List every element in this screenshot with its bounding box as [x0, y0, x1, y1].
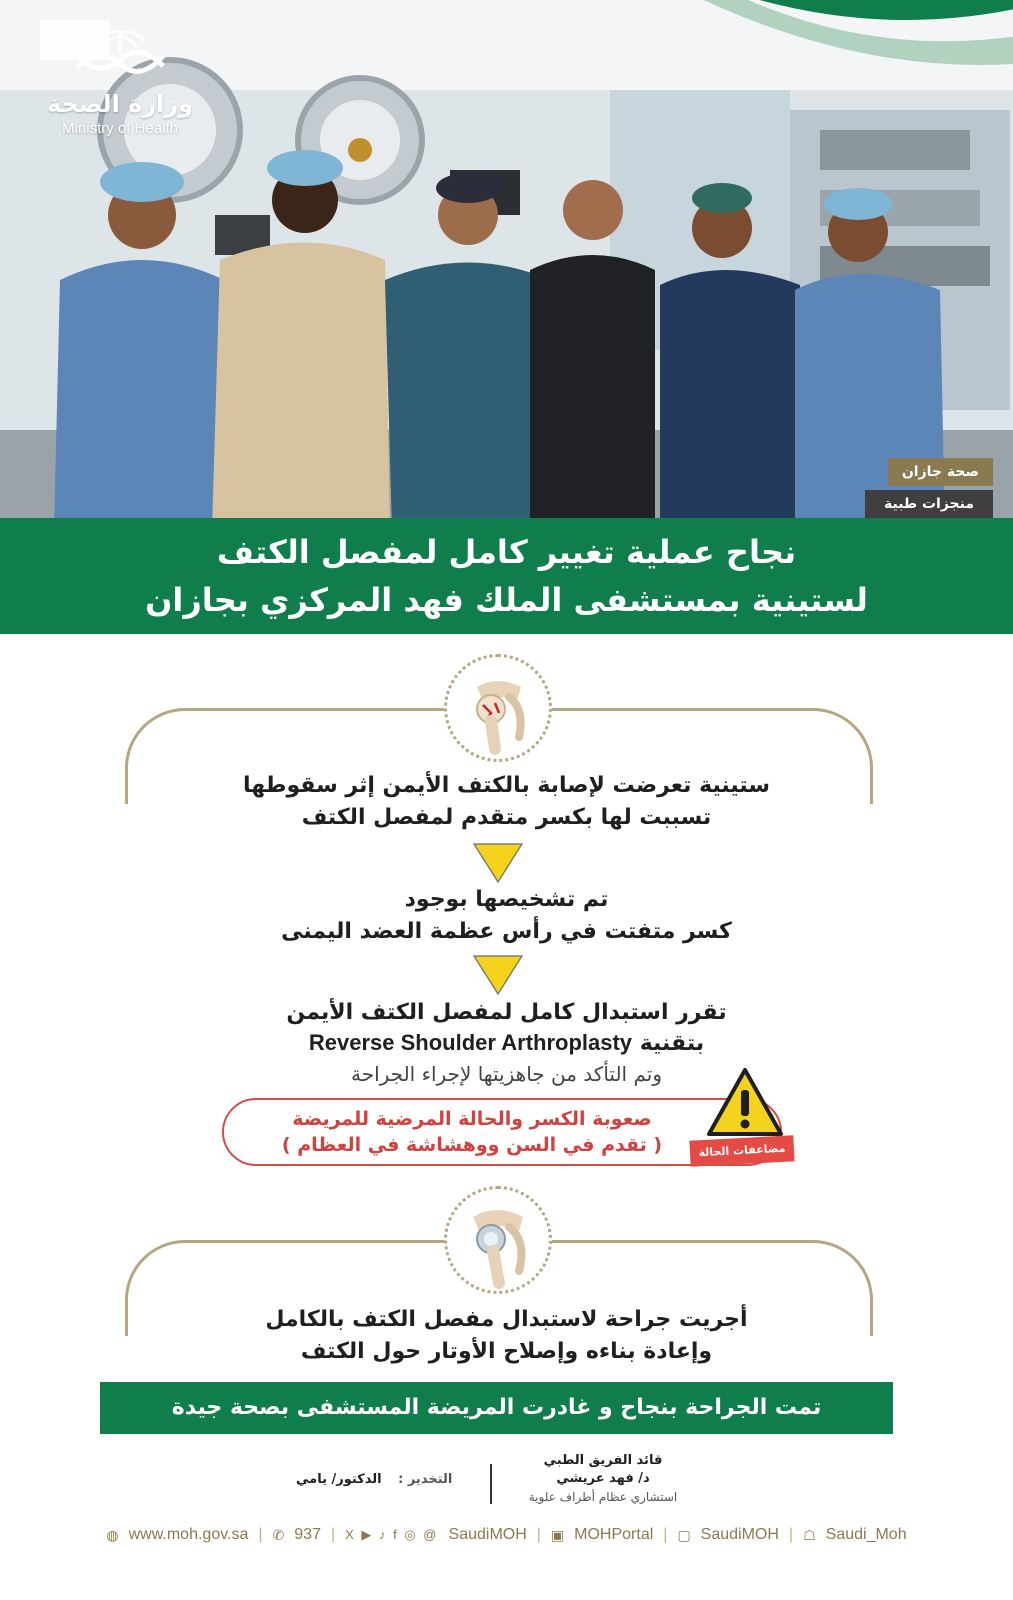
logo-english-text: Ministry of Health: [62, 120, 178, 137]
moh-logo: [40, 26, 200, 156]
down-triangle-arrow-icon: [472, 954, 524, 996]
snapchat-icon: ☖: [803, 1526, 816, 1543]
diagnosis-description: [0, 884, 1013, 948]
complication-line-2: ( تقدم في السن ووهشاشة في العظام ): [281, 1134, 663, 1156]
complication-label: مضاعفات الحالة: [689, 1135, 794, 1166]
shoulder-implant-icon: [447, 1189, 549, 1291]
facebook-icon: ▢: [677, 1526, 691, 1543]
warning-triangle-icon: [705, 1066, 785, 1138]
decision-line-3: وتم التأكد من جاهزيتها لإجراء الجراحة: [350, 1062, 662, 1086]
team-lead-role: استشاري عظام أطراف علوية: [528, 1490, 678, 1504]
footer-separator: |: [536, 1526, 541, 1543]
region-tag: صحة جازان: [888, 458, 993, 486]
diagnosis-line-1: تم تشخيصها بوجود: [404, 887, 609, 912]
headline-banner: [0, 518, 1013, 634]
surgery-line-2: وإعادة بناءه وإصلاح الأوتار حول الكتف: [300, 1339, 713, 1364]
footer-contacts: [0, 1522, 1013, 1548]
handle-mohportal[interactable]: MOHPortal: [574, 1526, 654, 1543]
team-lead-name: د/ فهد عريشي: [556, 1471, 650, 1486]
credits-divider: [490, 1464, 492, 1504]
injury-description: [0, 770, 1013, 834]
youtube-icon: ▣: [550, 1526, 565, 1543]
globe-icon: ◍: [106, 1526, 119, 1543]
footer-separator: |: [258, 1526, 263, 1543]
handle-saudi-moh[interactable]: Saudi_Moh: [825, 1526, 907, 1543]
phone-icon: ✆: [272, 1526, 285, 1543]
injury-line-2: تسببت لها بكسر متقدم لمفصل الكتف: [301, 805, 712, 830]
footer-separator: |: [788, 1526, 794, 1543]
category-tag: منجزات طبية: [865, 490, 993, 518]
anesthesia-label: التخدير :: [398, 1472, 453, 1487]
handle-saudimoh-2[interactable]: SaudiMOH: [700, 1526, 779, 1543]
fractured-shoulder-icon: [447, 657, 549, 759]
technique-prefix: بتقنية: [639, 1031, 705, 1056]
handle-saudimoh[interactable]: SaudiMOH: [448, 1526, 527, 1543]
decision-line-2: [0, 1028, 1013, 1059]
social-media-icons[interactable]: X ▶ ♪ f ◎ @: [345, 1527, 439, 1542]
technique-name: Reverse Shoulder Arthroplasty: [308, 1030, 633, 1055]
complication-line-1: صعوبة الكسر والحالة المرضية للمريضة: [292, 1108, 652, 1130]
result-banner: تمت الجراحة بنجاح و غادرت المريضة المستشفى بصحة جيدة: [100, 1382, 893, 1434]
diagnosis-line-2: كسر متفتت في رأس عظمة العضد اليمنى: [281, 919, 732, 944]
injury-line-1: ستينية تعرضت لإصابة بالكتف الأيمن إثر سقوطها: [242, 773, 770, 798]
headline-line-1: نجاح عملية تغيير كامل لمفصل الكتف: [216, 533, 797, 571]
surgery-line-1: أجريت جراحة لاستبدال مفصل الكتف بالكامل: [265, 1307, 748, 1332]
shoulder-implant-medallion: [444, 1186, 552, 1294]
fractured-shoulder-medallion: [444, 654, 552, 762]
palm-swords-emblem-icon: [65, 26, 175, 82]
footer-separator: |: [330, 1526, 336, 1543]
decision-description: [0, 998, 1013, 1089]
footer-separator: |: [663, 1526, 668, 1543]
headline-line-2: لستينية بمستشفى الملك فهد المركزي بجازان: [145, 581, 868, 619]
logo-arabic-text: وزارة الصحة: [46, 90, 194, 118]
website-link[interactable]: www.moh.gov.sa: [128, 1526, 249, 1543]
decision-line-1: تقرر استبدال كامل لمفصل الكتف الأيمن: [286, 1000, 727, 1025]
phone-number[interactable]: 937: [294, 1526, 321, 1543]
down-triangle-arrow-icon: [472, 842, 524, 884]
team-photo: [0, 0, 1013, 530]
credits: [0, 1452, 1013, 1512]
team-lead: [503, 1452, 703, 1506]
anesthesia-credit: [296, 1472, 452, 1487]
surgery-description: [0, 1304, 1013, 1368]
anesthesia-name: الدكتور/ يامي: [296, 1472, 382, 1487]
team-lead-title: قائد الفريق الطبي: [543, 1453, 663, 1468]
decorative-corner-wave: [533, 0, 1013, 160]
